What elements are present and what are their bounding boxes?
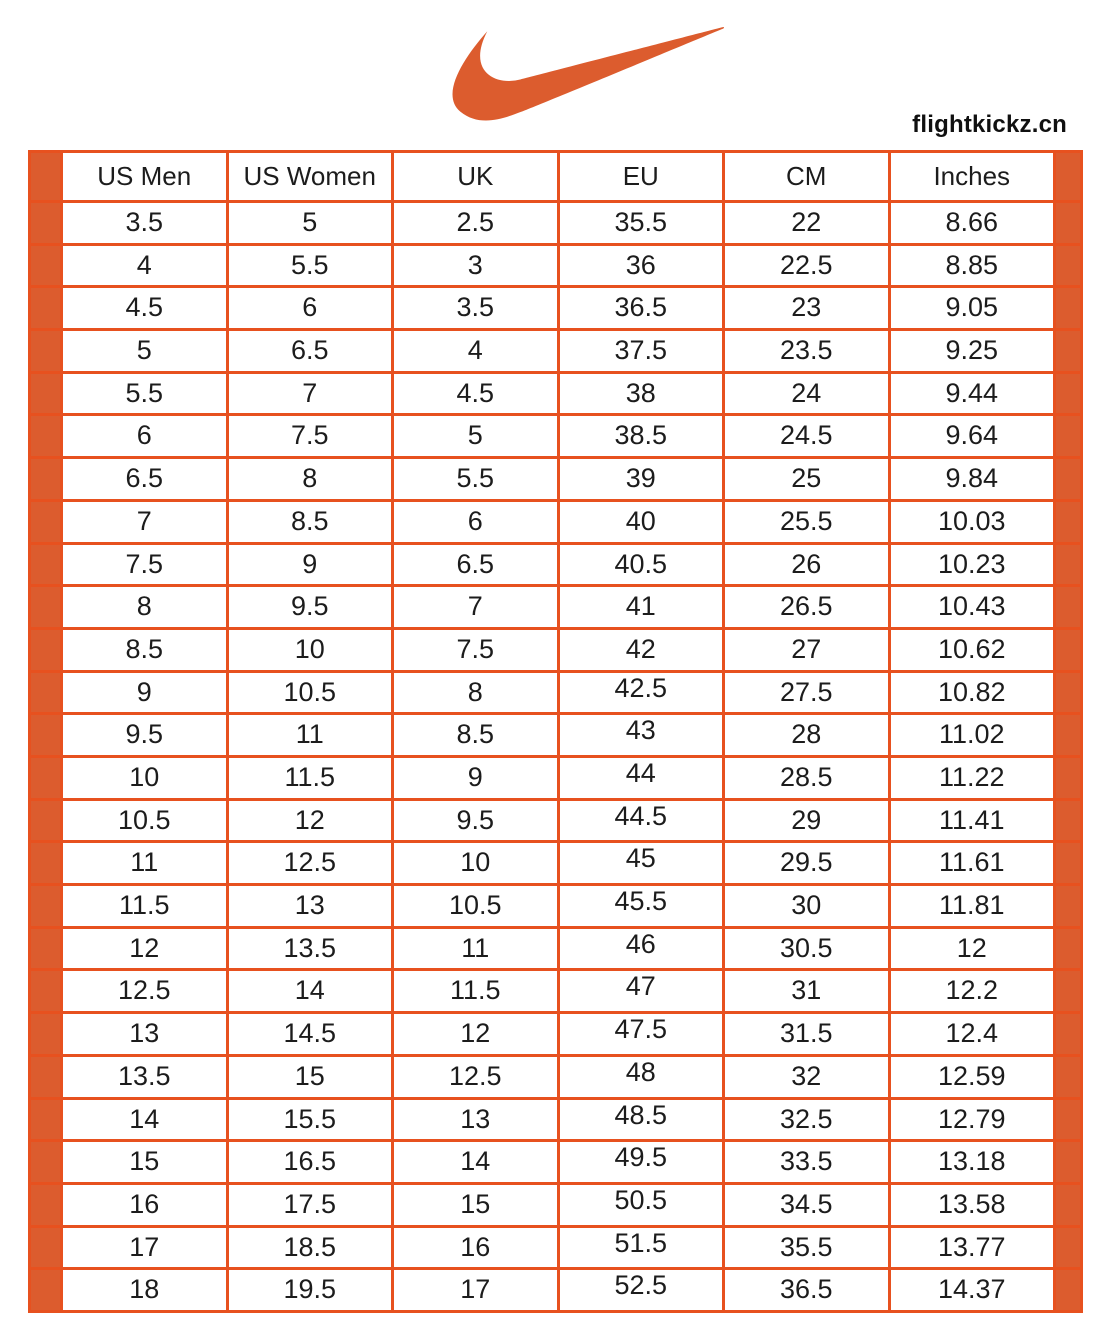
table-cell-us-women: 17.5 [229, 1185, 392, 1225]
table-cell-us-men: 13.5 [63, 1057, 226, 1097]
table-cell-uk: 14 [394, 1142, 557, 1182]
table-edge-cell [1056, 416, 1080, 456]
table-cell-us-women: 14 [229, 971, 392, 1011]
table-cell-cm: 27.5 [725, 673, 888, 713]
table-edge-cell [31, 1228, 60, 1268]
table-edge-cell [1056, 1100, 1080, 1140]
table-cell-eu: 40 [560, 502, 723, 542]
table-cell-us-men: 14 [63, 1100, 226, 1140]
table-cell-us-men: 7.5 [63, 545, 226, 585]
table-cell-us-women: 6 [229, 288, 392, 328]
table-edge-cell [31, 1014, 60, 1054]
table-cell-us-men: 4 [63, 246, 226, 286]
table-cell-us-men: 11 [63, 843, 226, 883]
column-header-cm: CM [725, 153, 888, 200]
table-cell-eu: 35.5 [560, 203, 723, 243]
table-edge-cell [1056, 886, 1080, 926]
table-cell-us-men: 5 [63, 331, 226, 371]
table-cell-us-men: 13 [63, 1014, 226, 1054]
table-cell-us-men: 16 [63, 1185, 226, 1225]
table-edge-cell [31, 1057, 60, 1097]
table-cell-us-women: 12 [229, 801, 392, 841]
table-cell-inches: 10.62 [891, 630, 1054, 670]
table-cell-us-men: 10 [63, 758, 226, 798]
table-edge-cell [31, 843, 60, 883]
table-edge-cell [31, 1100, 60, 1140]
table-edge-cell [31, 758, 60, 798]
table-cell-eu: 45.5 [560, 886, 723, 926]
table-cell-us-women: 18.5 [229, 1228, 392, 1268]
table-cell-inches: 9.84 [891, 459, 1054, 499]
table-cell-inches: 10.43 [891, 587, 1054, 627]
table-edge-cell [31, 416, 60, 456]
table-edge-cell [1056, 246, 1080, 286]
table-cell-cm: 22.5 [725, 246, 888, 286]
table-cell-inches: 12.59 [891, 1057, 1054, 1097]
table-cell-us-men: 18 [63, 1270, 226, 1310]
table-edge-cell [31, 801, 60, 841]
table-edge-cell [1056, 715, 1080, 755]
table-cell-uk: 8 [394, 673, 557, 713]
table-edge-cell [31, 886, 60, 926]
table-edge-cell [1056, 459, 1080, 499]
table-cell-uk: 17 [394, 1270, 557, 1310]
table-cell-uk: 12.5 [394, 1057, 557, 1097]
table-cell-inches: 9.05 [891, 288, 1054, 328]
size-chart-table [28, 150, 1083, 1313]
table-cell-us-women: 10.5 [229, 673, 392, 713]
table-edge-cell [1056, 630, 1080, 670]
table-cell-us-women: 12.5 [229, 843, 392, 883]
table-edge-cell [31, 971, 60, 1011]
table-cell-eu: 39 [560, 459, 723, 499]
table-cell-us-men: 7 [63, 502, 226, 542]
table-edge-cell [1056, 288, 1080, 328]
table-cell-cm: 34.5 [725, 1185, 888, 1225]
table-cell-us-men: 8.5 [63, 630, 226, 670]
table-edge-cell [1056, 758, 1080, 798]
table-edge-cell [31, 203, 60, 243]
table-cell-cm: 32 [725, 1057, 888, 1097]
table-edge-cell [1056, 1057, 1080, 1097]
table-cell-cm: 22 [725, 203, 888, 243]
table-cell-cm: 28 [725, 715, 888, 755]
table-cell-uk: 5.5 [394, 459, 557, 499]
table-cell-eu: 38 [560, 374, 723, 414]
table-cell-cm: 29 [725, 801, 888, 841]
table-cell-inches: 14.37 [891, 1270, 1054, 1310]
table-edge-cell [31, 288, 60, 328]
table-edge-cell [1056, 1185, 1080, 1225]
table-cell-eu: 51.5 [560, 1228, 723, 1268]
table-cell-eu: 47 [560, 971, 723, 1011]
table-cell-uk: 9 [394, 758, 557, 798]
table-edge-cell [1056, 203, 1080, 243]
table-cell-inches: 9.64 [891, 416, 1054, 456]
table-cell-inches: 10.03 [891, 502, 1054, 542]
table-cell-cm: 25 [725, 459, 888, 499]
table-cell-us-women: 6.5 [229, 331, 392, 371]
table-cell-inches: 10.23 [891, 545, 1054, 585]
table-edge-cell [31, 545, 60, 585]
table-cell-cm: 26.5 [725, 587, 888, 627]
table-cell-inches: 13.77 [891, 1228, 1054, 1268]
table-edge-cell [31, 153, 60, 200]
table-cell-eu: 42.5 [560, 673, 723, 713]
table-cell-cm: 24 [725, 374, 888, 414]
nike-swoosh-logo [452, 27, 724, 121]
table-cell-inches: 10.82 [891, 673, 1054, 713]
table-cell-inches: 11.61 [891, 843, 1054, 883]
table-cell-us-women: 8.5 [229, 502, 392, 542]
table-cell-inches: 11.81 [891, 886, 1054, 926]
table-cell-us-women: 7.5 [229, 416, 392, 456]
table-cell-us-men: 11.5 [63, 886, 226, 926]
table-cell-cm: 31 [725, 971, 888, 1011]
table-cell-us-women: 7 [229, 374, 392, 414]
table-cell-uk: 8.5 [394, 715, 557, 755]
table-edge-cell [31, 331, 60, 371]
table-cell-eu: 46 [560, 929, 723, 969]
table-cell-cm: 28.5 [725, 758, 888, 798]
table-cell-cm: 26 [725, 545, 888, 585]
table-cell-us-women: 5.5 [229, 246, 392, 286]
table-cell-uk: 10 [394, 843, 557, 883]
table-cell-uk: 3 [394, 246, 557, 286]
table-cell-us-women: 16.5 [229, 1142, 392, 1182]
table-cell-uk: 6.5 [394, 545, 557, 585]
table-cell-cm: 32.5 [725, 1100, 888, 1140]
table-cell-uk: 10.5 [394, 886, 557, 926]
table-cell-inches: 8.66 [891, 203, 1054, 243]
table-cell-eu: 41 [560, 587, 723, 627]
table-cell-uk: 11.5 [394, 971, 557, 1011]
table-cell-eu: 37.5 [560, 331, 723, 371]
watermark-text: flightkickz.cn [912, 111, 1067, 138]
table-cell-inches: 13.18 [891, 1142, 1054, 1182]
table-cell-us-men: 9.5 [63, 715, 226, 755]
table-cell-cm: 29.5 [725, 843, 888, 883]
table-cell-cm: 24.5 [725, 416, 888, 456]
table-cell-us-women: 11 [229, 715, 392, 755]
table-cell-us-men: 15 [63, 1142, 226, 1182]
table-cell-cm: 27 [725, 630, 888, 670]
table-edge-cell [1056, 374, 1080, 414]
table-cell-cm: 23 [725, 288, 888, 328]
table-cell-us-men: 4.5 [63, 288, 226, 328]
table-cell-inches: 11.22 [891, 758, 1054, 798]
table-edge-cell [1056, 673, 1080, 713]
table-cell-eu: 48 [560, 1057, 723, 1097]
table-cell-cm: 35.5 [725, 1228, 888, 1268]
table-edge-cell [31, 374, 60, 414]
table-cell-inches: 12.4 [891, 1014, 1054, 1054]
table-cell-cm: 33.5 [725, 1142, 888, 1182]
table-cell-eu: 44 [560, 758, 723, 798]
table-cell-us-women: 15 [229, 1057, 392, 1097]
table-edge-cell [1056, 843, 1080, 883]
table-cell-uk: 4 [394, 331, 557, 371]
table-cell-cm: 30 [725, 886, 888, 926]
table-edge-cell [31, 459, 60, 499]
column-header-us-men: US Men [63, 153, 226, 200]
table-cell-eu: 36 [560, 246, 723, 286]
table-cell-uk: 7 [394, 587, 557, 627]
table-edge-cell [31, 1142, 60, 1182]
table-edge-cell [1056, 1270, 1080, 1310]
table-cell-eu: 48.5 [560, 1100, 723, 1140]
table-cell-inches: 11.41 [891, 801, 1054, 841]
table-cell-uk: 12 [394, 1014, 557, 1054]
table-cell-cm: 36.5 [725, 1270, 888, 1310]
table-cell-eu: 52.5 [560, 1270, 723, 1310]
table-cell-us-women: 9.5 [229, 587, 392, 627]
column-header-inches: Inches [891, 153, 1054, 200]
table-cell-us-men: 12.5 [63, 971, 226, 1011]
table-cell-cm: 23.5 [725, 331, 888, 371]
table-cell-eu: 50.5 [560, 1185, 723, 1225]
table-cell-us-men: 8 [63, 587, 226, 627]
table-edge-cell [1056, 801, 1080, 841]
table-cell-inches: 9.25 [891, 331, 1054, 371]
table-cell-eu: 42 [560, 630, 723, 670]
table-cell-inches: 12 [891, 929, 1054, 969]
table-cell-uk: 3.5 [394, 288, 557, 328]
table-cell-inches: 8.85 [891, 246, 1054, 286]
table-cell-uk: 11 [394, 929, 557, 969]
table-edge-cell [31, 929, 60, 969]
table-edge-cell [31, 715, 60, 755]
table-edge-cell [31, 246, 60, 286]
table-edge-cell [31, 1185, 60, 1225]
table-cell-us-women: 9 [229, 545, 392, 585]
table-edge-cell [31, 587, 60, 627]
table-cell-inches: 12.79 [891, 1100, 1054, 1140]
table-cell-uk: 7.5 [394, 630, 557, 670]
table-cell-us-women: 15.5 [229, 1100, 392, 1140]
table-cell-inches: 13.58 [891, 1185, 1054, 1225]
table-cell-eu: 47.5 [560, 1014, 723, 1054]
nike-swoosh-icon [452, 27, 724, 121]
table-cell-us-men: 6.5 [63, 459, 226, 499]
table-edge-cell [1056, 929, 1080, 969]
table-cell-cm: 30.5 [725, 929, 888, 969]
column-header-us-women: US Women [229, 153, 392, 200]
table-edge-cell [1056, 331, 1080, 371]
table-cell-uk: 13 [394, 1100, 557, 1140]
table-edge-cell [31, 673, 60, 713]
column-header-eu: EU [560, 153, 723, 200]
table-cell-cm: 31.5 [725, 1014, 888, 1054]
table-cell-uk: 2.5 [394, 203, 557, 243]
table-cell-us-women: 11.5 [229, 758, 392, 798]
table-cell-eu: 40.5 [560, 545, 723, 585]
table-cell-us-men: 17 [63, 1228, 226, 1268]
table-cell-us-men: 6 [63, 416, 226, 456]
table-cell-us-men: 10.5 [63, 801, 226, 841]
table-edge-cell [31, 1270, 60, 1310]
table-cell-eu: 36.5 [560, 288, 723, 328]
table-cell-uk: 5 [394, 416, 557, 456]
table-cell-uk: 6 [394, 502, 557, 542]
table-cell-uk: 4.5 [394, 374, 557, 414]
table-cell-us-women: 19.5 [229, 1270, 392, 1310]
table-cell-cm: 25.5 [725, 502, 888, 542]
table-edge-cell [1056, 1014, 1080, 1054]
table-cell-us-men: 12 [63, 929, 226, 969]
table-edge-cell [1056, 587, 1080, 627]
table-cell-inches: 9.44 [891, 374, 1054, 414]
table-cell-eu: 43 [560, 715, 723, 755]
table-cell-eu: 44.5 [560, 801, 723, 841]
table-edge-cell [1056, 545, 1080, 585]
table-cell-us-women: 13.5 [229, 929, 392, 969]
table-cell-us-women: 13 [229, 886, 392, 926]
table-cell-uk: 16 [394, 1228, 557, 1268]
table-edge-cell [1056, 971, 1080, 1011]
table-edge-cell [1056, 153, 1080, 200]
table-cell-us-men: 3.5 [63, 203, 226, 243]
table-edge-cell [1056, 1142, 1080, 1182]
table-cell-us-men: 5.5 [63, 374, 226, 414]
table-edge-cell [31, 502, 60, 542]
table-edge-cell [1056, 502, 1080, 542]
table-cell-us-men: 9 [63, 673, 226, 713]
table-edge-cell [1056, 1228, 1080, 1268]
table-edge-cell [31, 630, 60, 670]
table-cell-uk: 15 [394, 1185, 557, 1225]
table-cell-inches: 12.2 [891, 971, 1054, 1011]
table-cell-eu: 49.5 [560, 1142, 723, 1182]
table-cell-us-women: 10 [229, 630, 392, 670]
table-cell-eu: 38.5 [560, 416, 723, 456]
table-cell-uk: 9.5 [394, 801, 557, 841]
table-cell-inches: 11.02 [891, 715, 1054, 755]
table-cell-us-women: 8 [229, 459, 392, 499]
column-header-uk: UK [394, 153, 557, 200]
table-cell-us-women: 14.5 [229, 1014, 392, 1054]
table-cell-eu: 45 [560, 843, 723, 883]
table-cell-us-women: 5 [229, 203, 392, 243]
